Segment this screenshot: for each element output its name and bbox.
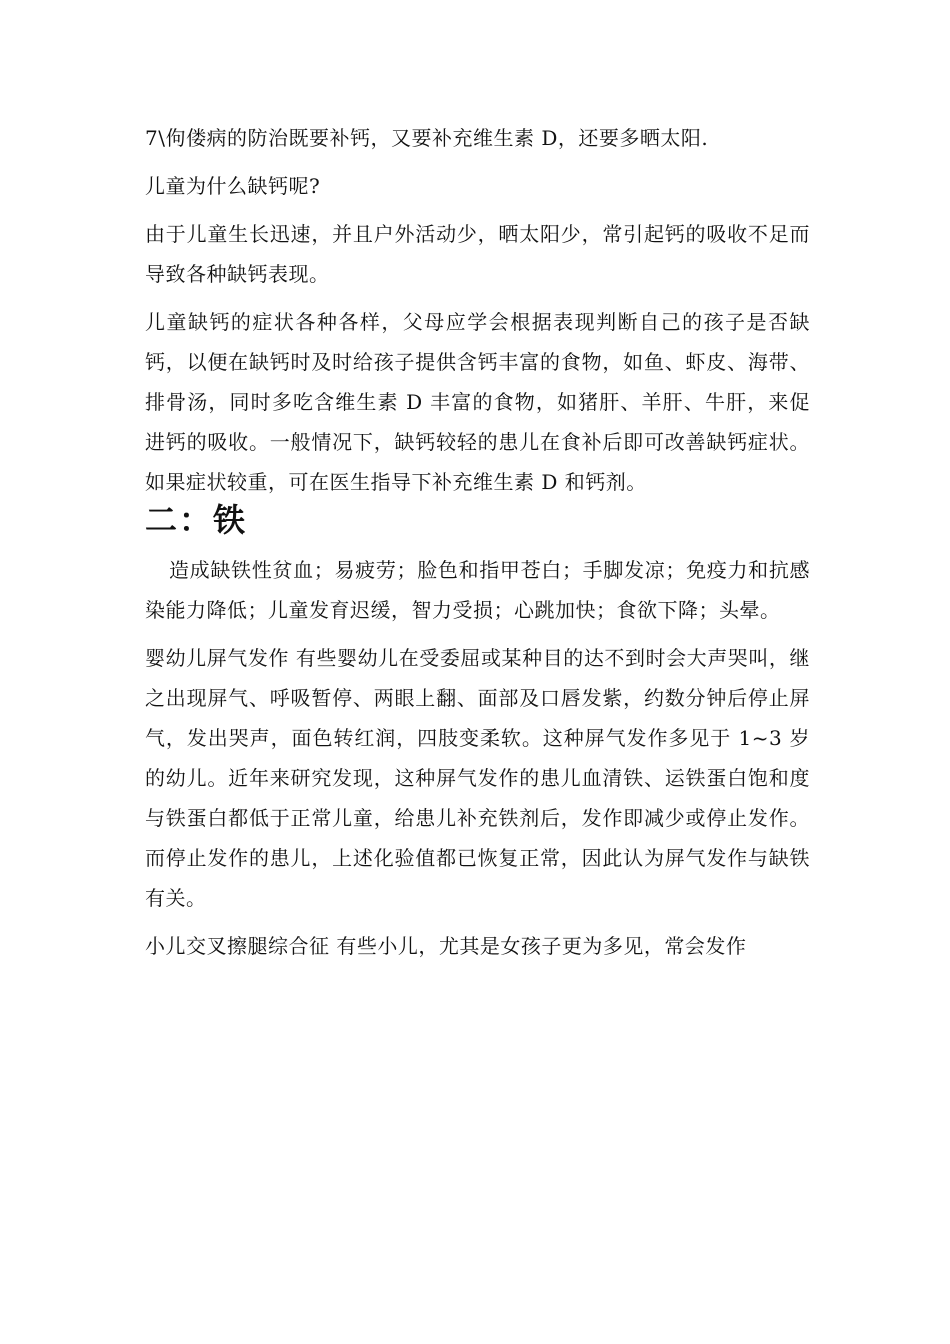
- paragraph-calcium-symptoms-advice: 儿童缺钙的症状各种各样，父母应学会根据表现判断自己的孩子是否缺钙，以便在缺钙时及时给孩子提供含钙丰富的食物，如鱼、虾皮、海带、排骨汤，同时多吃含维生素 D 丰富的食物，如猪肝、羊肝、牛肝，来促进钙的吸收。一般情况下，缺钙较轻的患儿在食补后即可改善缺钙症状。如果症状较重，可在医生指导下补充维生素 D 和钙剂。: [145, 310, 810, 494]
- paragraph-breath-holding-spells: 婴幼儿屏气发作 有些婴幼儿在受委屈或某种目的达不到时会大声哭叫，继之出现屏气、呼吸暂停、两眼上翻、面部及口唇发紫，约数分钟后停止屏气，发出哭声，面色转红润，四肢变柔软。这种屏气发作多见于 1~3 岁的幼儿。近年来研究发现，这种屏气发作的患儿血清铁、运铁蛋白饱和度与铁蛋白都低于正常儿童，给患儿补充铁剂后，发作即减少或停止发作。而停止发作的患儿，上述化验值都已恢复正常，因此认为屏气发作与缺铁有关。: [145, 646, 810, 910]
- paragraph-why-calcium-deficiency: 儿童为什么缺钙呢?: [145, 174, 321, 198]
- paragraph-iron-deficiency-effects: 造成缺铁性贫血；易疲劳；脸色和指甲苍白；手脚发凉；免疫力和抗感染能力降低；儿童发育迟缓，智力受损；心跳加快；食欲下降；头晕。: [145, 558, 810, 622]
- paragraph-cause-calcium-deficiency: 由于儿童生长迅速，并且户外活动少，晒太阳少，常引起钙的吸收不足而导致各种缺钙表现。: [145, 222, 810, 286]
- document-body: [145, 118, 810, 974]
- paragraph-leg-rubbing-syndrome: 小儿交叉擦腿综合征 有些小儿，尤其是女孩子更为多见，常会发作: [145, 934, 747, 958]
- paragraph-rickets-prevention: 7\佝偻病的防治既要补钙，又要补充维生素 D，还要多晒太阳.: [145, 126, 709, 150]
- section-heading-iron: 二：铁: [145, 501, 248, 539]
